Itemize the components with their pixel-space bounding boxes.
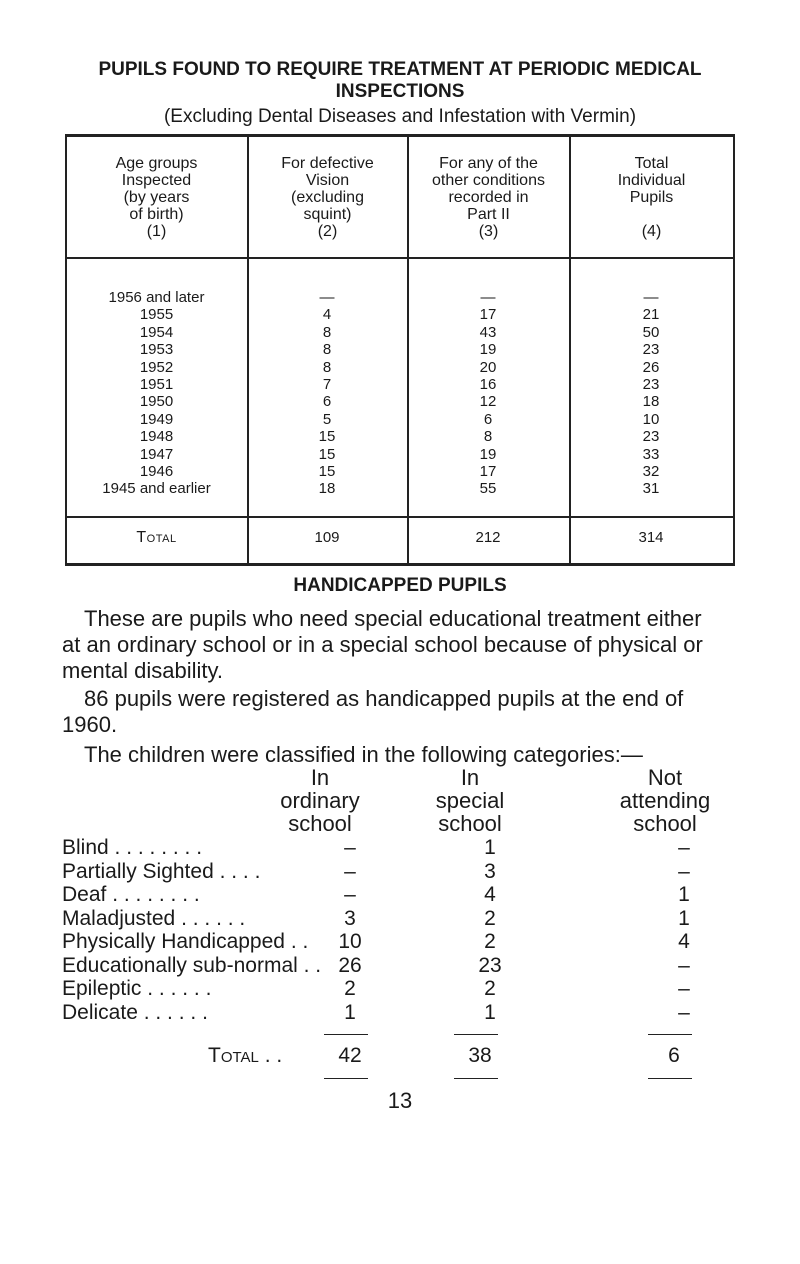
list-item: Partially Sighted . . . . – 3 – bbox=[62, 859, 690, 883]
intro-paragraph: These are pupils who need special educational treatment either at an ordinary school or in a special school because of physical or mental disability. bbox=[62, 606, 703, 683]
total-label: Total bbox=[136, 529, 177, 546]
table-row: 1952 8 20 26 bbox=[139, 358, 660, 376]
page-title: PUPILS FOUND TO REQUIRE TREATMENT AT PERIODIC MEDICAL bbox=[98, 59, 702, 80]
table-row: 1954 8 43 50 bbox=[139, 323, 660, 341]
table-row: 1950 6 12 18 bbox=[139, 393, 660, 411]
total-other: 212 bbox=[475, 529, 501, 546]
list-item: Delicate . . . . . . 1 1 – bbox=[62, 1000, 690, 1024]
table-top-border bbox=[65, 134, 735, 137]
table-row: 1948 15 8 23 bbox=[139, 428, 660, 446]
table-body bbox=[66, 289, 733, 498]
page-number: 13 bbox=[387, 1088, 413, 1113]
total-rule bbox=[648, 1078, 692, 1079]
list-item: Epileptic . . . . . . 2 2 – bbox=[62, 977, 690, 1000]
category-total-label: Total . . bbox=[208, 1044, 283, 1067]
total-rule bbox=[648, 1034, 692, 1035]
table-total-row bbox=[66, 529, 733, 546]
list-item: Maladjusted . . . . . . 3 2 1 bbox=[62, 906, 690, 930]
total-ordinary: 42 bbox=[338, 1044, 362, 1067]
total-special: 38 bbox=[468, 1044, 492, 1067]
table-row: 1947 15 19 33 bbox=[139, 445, 660, 463]
table-row: 1951 7 16 23 bbox=[139, 376, 660, 394]
table-row: 1955 4 17 21 bbox=[139, 306, 660, 324]
list-item: Blind . . . . . . . . – 1 – bbox=[62, 836, 690, 859]
header-defective-vision: For defective Vision (excluding squint) (2) bbox=[281, 155, 374, 240]
total-vision: 109 bbox=[314, 529, 340, 546]
list-item: Educationally sub-normal . . 26 23 – bbox=[62, 953, 690, 977]
col-header-special-school: In special school bbox=[435, 765, 505, 836]
total-rule bbox=[454, 1034, 498, 1035]
categories-intro: The children were classified in the following categories:— bbox=[84, 742, 643, 767]
table-bottom-border bbox=[65, 563, 735, 566]
section-heading: HANDICAPPED PUPILS bbox=[293, 575, 507, 596]
table-row: 1953 8 19 23 bbox=[139, 341, 660, 359]
subtitle: (Excluding Dental Diseases and Infestation with Vermin) bbox=[163, 106, 637, 127]
table-row: 1946 15 17 32 bbox=[139, 463, 660, 481]
col-header-not-attending: Not attending school bbox=[619, 765, 711, 836]
header-other-conditions: For any of the other conditions recorded in Part II (3) bbox=[432, 155, 545, 240]
total-rule bbox=[324, 1034, 368, 1035]
list-item: Physically Handicapped . . 10 2 4 bbox=[62, 930, 690, 953]
table-right-border bbox=[733, 137, 735, 563]
table-row: 1945 and earlier 18 55 31 bbox=[102, 480, 660, 498]
header-total-pupils: Total Individual Pupils (4) bbox=[617, 155, 686, 240]
header-divider bbox=[65, 257, 735, 259]
total-not-attending: 6 bbox=[668, 1044, 680, 1067]
page-title-continued: INSPECTIONS bbox=[335, 81, 465, 102]
list-item: Deaf . . . . . . . . – 4 1 bbox=[62, 883, 690, 906]
total-rule bbox=[454, 1078, 498, 1079]
col-header-ordinary-school: In ordinary school bbox=[280, 765, 360, 836]
header-age-groups: Age groups Inspected (by years of birth) (1) bbox=[115, 155, 198, 240]
table-row: 1956 and later — — — bbox=[108, 289, 659, 306]
registration-paragraph: 86 pupils were registered as handicapped pupils at the end of 1960. bbox=[62, 686, 684, 737]
total-pupils: 314 bbox=[638, 529, 664, 546]
total-divider bbox=[65, 516, 735, 518]
total-rule bbox=[324, 1078, 368, 1079]
category-list bbox=[62, 836, 762, 1024]
table-row: 1949 5 6 10 bbox=[139, 410, 660, 428]
